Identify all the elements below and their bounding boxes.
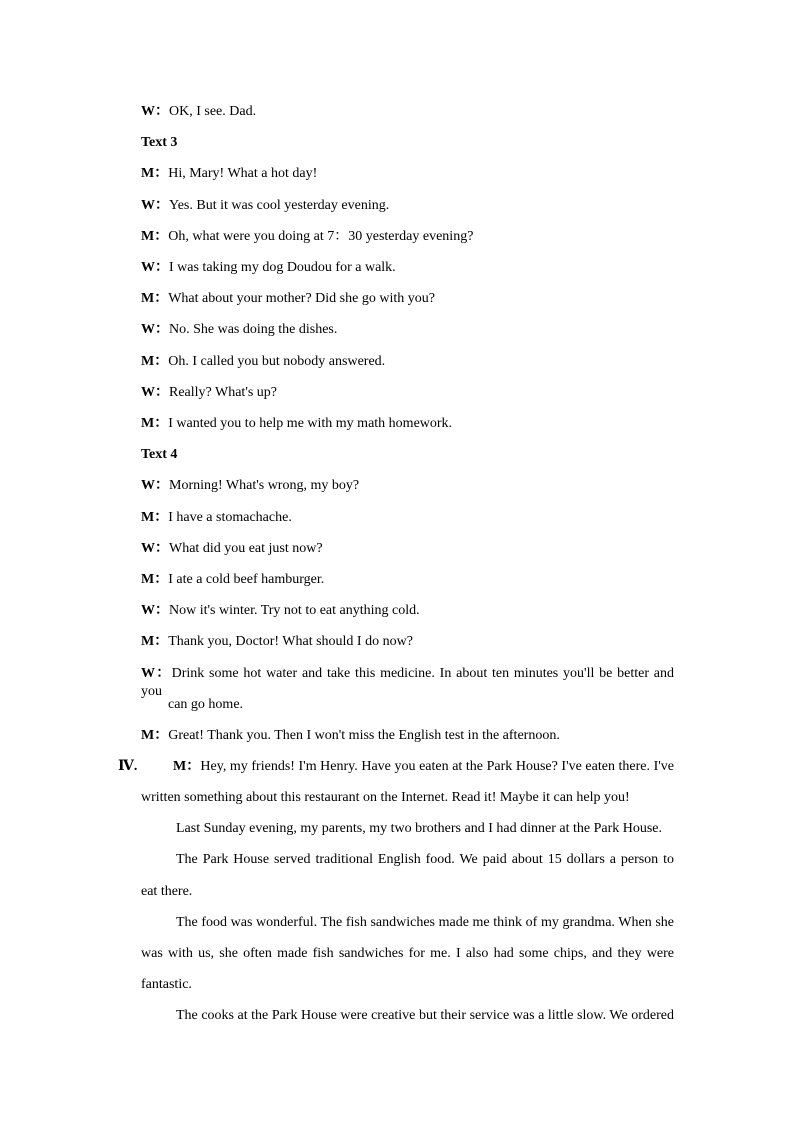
paragraph-2-line-1: The Park House served traditional English food. We paid about 15 dollars a person to xyxy=(176,852,674,867)
paragraph-1: Last Sunday evening, my parents, my two brothers and I had dinner at the Park House. xyxy=(176,821,663,836)
paragraph-4-line-1: The cooks at the Park House were creative but their service was a little slow. We ordered xyxy=(176,1008,674,1023)
dialogue-line xyxy=(141,509,292,527)
speaker-label: W： xyxy=(141,260,169,275)
dialogue-text: I have a stomachache. xyxy=(168,510,292,525)
section-heading: Text 4 xyxy=(141,447,178,462)
section-4-intro-line-1: M：Hey, my friends! I'm Henry. Have you eaten at the Park House? I've eaten there. I've xyxy=(173,759,674,774)
dialogue-line xyxy=(141,290,435,308)
dialogue-text: Really? What's up? xyxy=(169,385,278,400)
dialogue-text: What about your mother? Did she go with you? xyxy=(168,291,435,306)
dialogue-line xyxy=(141,321,337,339)
dialogue-text: I was taking my dog Doudou for a walk. xyxy=(169,260,396,275)
speaker-label: W： xyxy=(141,104,169,119)
paragraph-3-line-2: was with us, she often made fish sandwiches for me. I also had some chips, and they were xyxy=(141,946,674,961)
speaker-label: W： xyxy=(141,385,169,400)
dialogue-text: Great! Thank you. Then I won't miss the English test in the afternoon. xyxy=(168,728,560,743)
dialogue-line xyxy=(141,259,396,277)
speaker-label: W： xyxy=(141,478,169,493)
paragraph-2-line-2: eat there. xyxy=(141,884,193,899)
speaker-label: W： xyxy=(141,322,169,337)
speaker-label: W： xyxy=(141,541,169,556)
speaker-label: W： xyxy=(141,198,169,213)
dialogue-continuation: can go home. xyxy=(168,697,244,712)
dialogue-line xyxy=(141,633,413,651)
speaker-label: M： xyxy=(141,416,169,431)
dialogue-text: Thank you, Doctor! What should I do now? xyxy=(168,634,413,649)
speaker-label: M： xyxy=(141,572,169,587)
dialogue-line xyxy=(141,571,324,589)
dialogue-text: Oh, what were you doing at 7：30 yesterday evening? xyxy=(168,229,474,244)
dialogue-line xyxy=(141,197,389,215)
dialogue-line xyxy=(141,602,420,620)
paragraph-3-line-1: The food was wonderful. The fish sandwiches made me think of my grandma. When she xyxy=(176,915,674,930)
dialogue-text: I ate a cold beef hamburger. xyxy=(168,572,325,587)
speaker-label: M： xyxy=(141,166,169,181)
speaker-label: M： xyxy=(141,229,169,244)
speaker-label: M： xyxy=(141,510,169,525)
speaker-label: M： xyxy=(141,728,169,743)
dialogue-text: Morning! What's wrong, my boy? xyxy=(169,478,360,493)
speaker-label: M： xyxy=(141,291,169,306)
dialogue-line xyxy=(141,353,385,371)
speaker-label: M xyxy=(173,759,187,774)
dialogue-line xyxy=(141,384,277,402)
speaker-label: W： xyxy=(141,603,169,618)
dialogue-line xyxy=(141,103,256,121)
dialogue-text: Yes. But it was cool yesterday evening. xyxy=(169,198,390,213)
section-heading: Text 3 xyxy=(141,135,178,150)
dialogue-text: No. She was doing the dishes. xyxy=(169,322,338,337)
dialogue-text: I wanted you to help me with my math homework. xyxy=(168,416,453,431)
dialogue-line xyxy=(141,727,560,745)
dialogue-line xyxy=(141,415,452,433)
dialogue-line xyxy=(141,165,317,183)
dialogue-text: What did you eat just now? xyxy=(169,541,323,556)
dialogue-text: Oh. I called you but nobody answered. xyxy=(168,354,386,369)
dialogue-text: OK, I see. Dad. xyxy=(169,104,257,119)
dialogue-line xyxy=(141,228,473,246)
speaker-label: W： xyxy=(141,666,172,681)
section-number: Ⅳ. xyxy=(118,759,138,774)
dialogue-text: Now it's winter. Try not to eat anything cold. xyxy=(169,603,420,618)
dialogue-line xyxy=(141,540,323,558)
dialogue-text: Drink some hot water and take this medicine. In about ten minutes you'll be better and you xyxy=(141,666,675,699)
dialogue-text: Hi, Mary! What a hot day! xyxy=(168,166,318,181)
dialogue-line xyxy=(141,477,359,495)
speaker-label: M： xyxy=(141,354,169,369)
speaker-label: M： xyxy=(141,634,169,649)
paragraph-3-line-3: fantastic. xyxy=(141,977,192,992)
section-4-intro-line-2: written something about this restaurant on the Internet. Read it! Maybe it can help you! xyxy=(141,790,630,805)
